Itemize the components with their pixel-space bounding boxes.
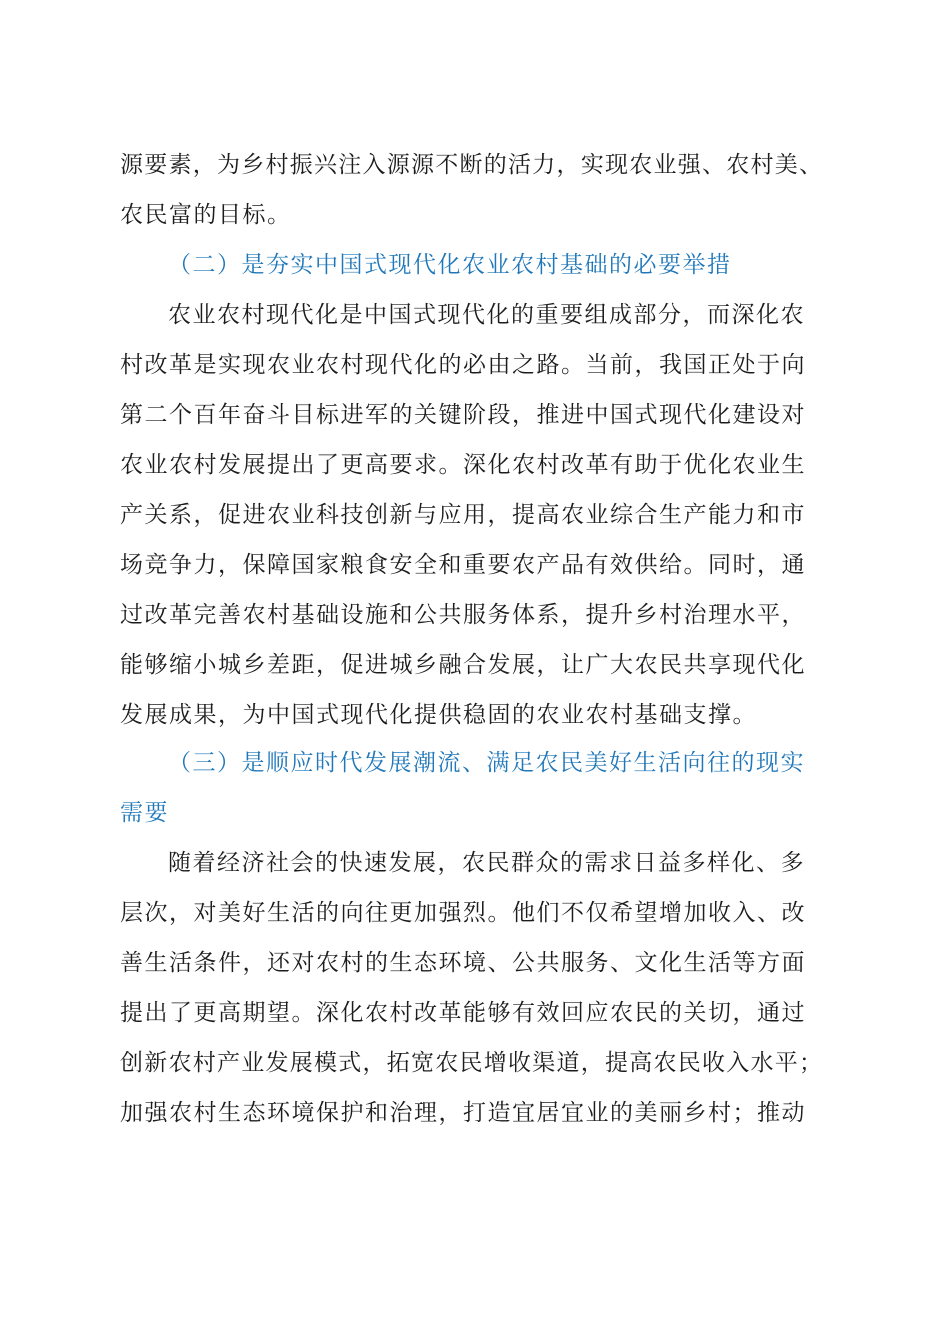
paragraph-line: 村改革是实现农业农村现代化的必由之路。当前，我国正处于向: [120, 352, 806, 378]
paragraph-line: 随着经济社会的快速发展，农民群众的需求日益多样化、多: [168, 850, 805, 876]
paragraph-line: 第二个百年奋斗目标进军的关键阶段，推进中国式现代化建设对: [120, 402, 806, 428]
section-heading-2: （二）是夯实中国式现代化农业农村基础的必要举措: [168, 252, 732, 278]
paragraph-line: 过改革完善农村基础设施和公共服务体系，提升乡村治理水平，: [120, 602, 806, 628]
paragraph-line: 能够缩小城乡差距，促进城乡融合发展，让广大农民共享现代化: [120, 652, 806, 678]
paragraph-line: 农业农村发展提出了更高要求。深化农村改革有助于优化农业生: [120, 452, 806, 478]
paragraph-line: 源要素，为乡村振兴注入源源不断的活力，实现农业强、农村美、: [120, 152, 824, 178]
paragraph-line: 层次，对美好生活的向往更加强烈。他们不仅希望增加收入、改: [120, 900, 806, 926]
paragraph-line: 场竞争力，保障国家粮食安全和重要农产品有效供给。同时，通: [120, 552, 806, 578]
paragraph-line: 提出了更高期望。深化农村改革能够有效回应农民的关切，通过: [120, 1000, 806, 1026]
section-heading-3-continued: 需要: [120, 800, 169, 826]
paragraph-line: 善生活条件，还对农村的生态环境、公共服务、文化生活等方面: [120, 950, 806, 976]
paragraph-line: 农民富的目标。: [120, 202, 292, 228]
paragraph-line: 产关系，促进农业科技创新与应用，提高农业综合生产能力和市: [120, 502, 806, 528]
section-heading-3: （三）是顺应时代发展潮流、满足农民美好生活向往的现实: [168, 750, 805, 776]
paragraph-line: 发展成果，为中国式现代化提供稳固的农业农村基础支撑。: [120, 702, 757, 728]
paragraph-line: 农业农村现代化是中国式现代化的重要组成部分，而深化农: [168, 302, 805, 328]
paragraph-line: 创新农村产业发展模式，拓宽农民增收渠道，提高农民收入水平；: [120, 1050, 824, 1076]
paragraph-line: 加强农村生态环境保护和治理，打造宜居宜业的美丽乡村；推动: [120, 1100, 806, 1126]
